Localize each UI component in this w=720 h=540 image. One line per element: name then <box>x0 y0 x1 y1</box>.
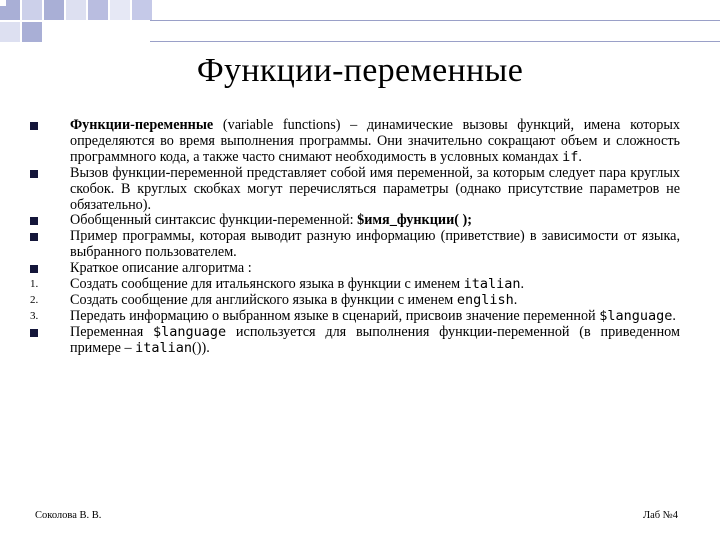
list-item <box>30 277 680 293</box>
list-item <box>30 166 680 214</box>
list-item <box>30 293 680 309</box>
list-item <box>30 118 680 166</box>
slide-title: Функции-переменные <box>196 52 524 89</box>
item-text: ()). <box>192 339 210 356</box>
code-text: italian <box>463 276 521 293</box>
list-item <box>30 325 680 357</box>
bullet-square-icon <box>30 217 38 225</box>
list-number: 1. <box>30 278 39 291</box>
bullet-square-icon <box>30 329 38 337</box>
bullet-square-icon <box>30 170 38 178</box>
item-text: Пример программы, которая выводит разную информацию (приветствие) в зависимости от языка, выбранного пользователем. <box>70 228 680 261</box>
list-item <box>30 213 680 229</box>
list-number: 2. <box>30 293 39 306</box>
code-text: english <box>456 291 514 308</box>
item-text: . <box>578 148 582 165</box>
code-text: $language <box>599 307 673 324</box>
footer-lab: Лаб №4 <box>642 510 678 521</box>
item-text: Обобщенный синтаксис функции-переменной: <box>70 212 358 229</box>
bullet-square-icon <box>30 233 38 241</box>
item-text: . <box>672 307 676 324</box>
item-text: Создать сообщение для итальянского языка в функции с именем <box>70 276 464 293</box>
list-item <box>30 261 680 277</box>
code-text: italian <box>135 339 193 356</box>
content-list <box>30 118 680 357</box>
bullet-square-icon <box>30 122 38 130</box>
list-item <box>30 309 680 325</box>
bullet-square-icon <box>30 265 38 273</box>
item-text: (variable functions) – динамические вызовы функций, имена которых определяются во время выполнения программы. Они значительно сокращают объем и сложность программного кода, а также часто снимают необходимость в условных командах <box>70 117 680 165</box>
code-text: $language <box>153 323 227 340</box>
list-number: 3. <box>30 309 39 322</box>
item-text: используется для выполнения функции-переменной (в приведенном примере – <box>70 323 680 356</box>
item-text: Вызов функции-переменной представляет собой имя переменной, за которым следует пара круглых скобок. В круглых скобках могут перечисляться параметры (однако присутствие параметров не обязательно). <box>70 164 680 213</box>
code-text: if <box>562 148 579 165</box>
footer-author: Соколова В. В. <box>35 510 102 521</box>
item-text: . <box>520 276 525 293</box>
item-text: Краткое описание алгоритма : <box>70 260 252 277</box>
decorative-squares <box>0 0 720 40</box>
item-text: Передать информацию о выбранном языке в сценарий, присвоив значение переменной <box>70 307 600 324</box>
item-text: . <box>513 291 518 308</box>
item-text: $имя_функции( ); <box>357 212 472 229</box>
item-text: Переменная <box>70 323 153 340</box>
item-text: Функции-переменные <box>70 117 214 133</box>
item-text: Создать сообщение для английского языка в функции с именем <box>70 291 457 308</box>
list-item <box>30 229 680 261</box>
